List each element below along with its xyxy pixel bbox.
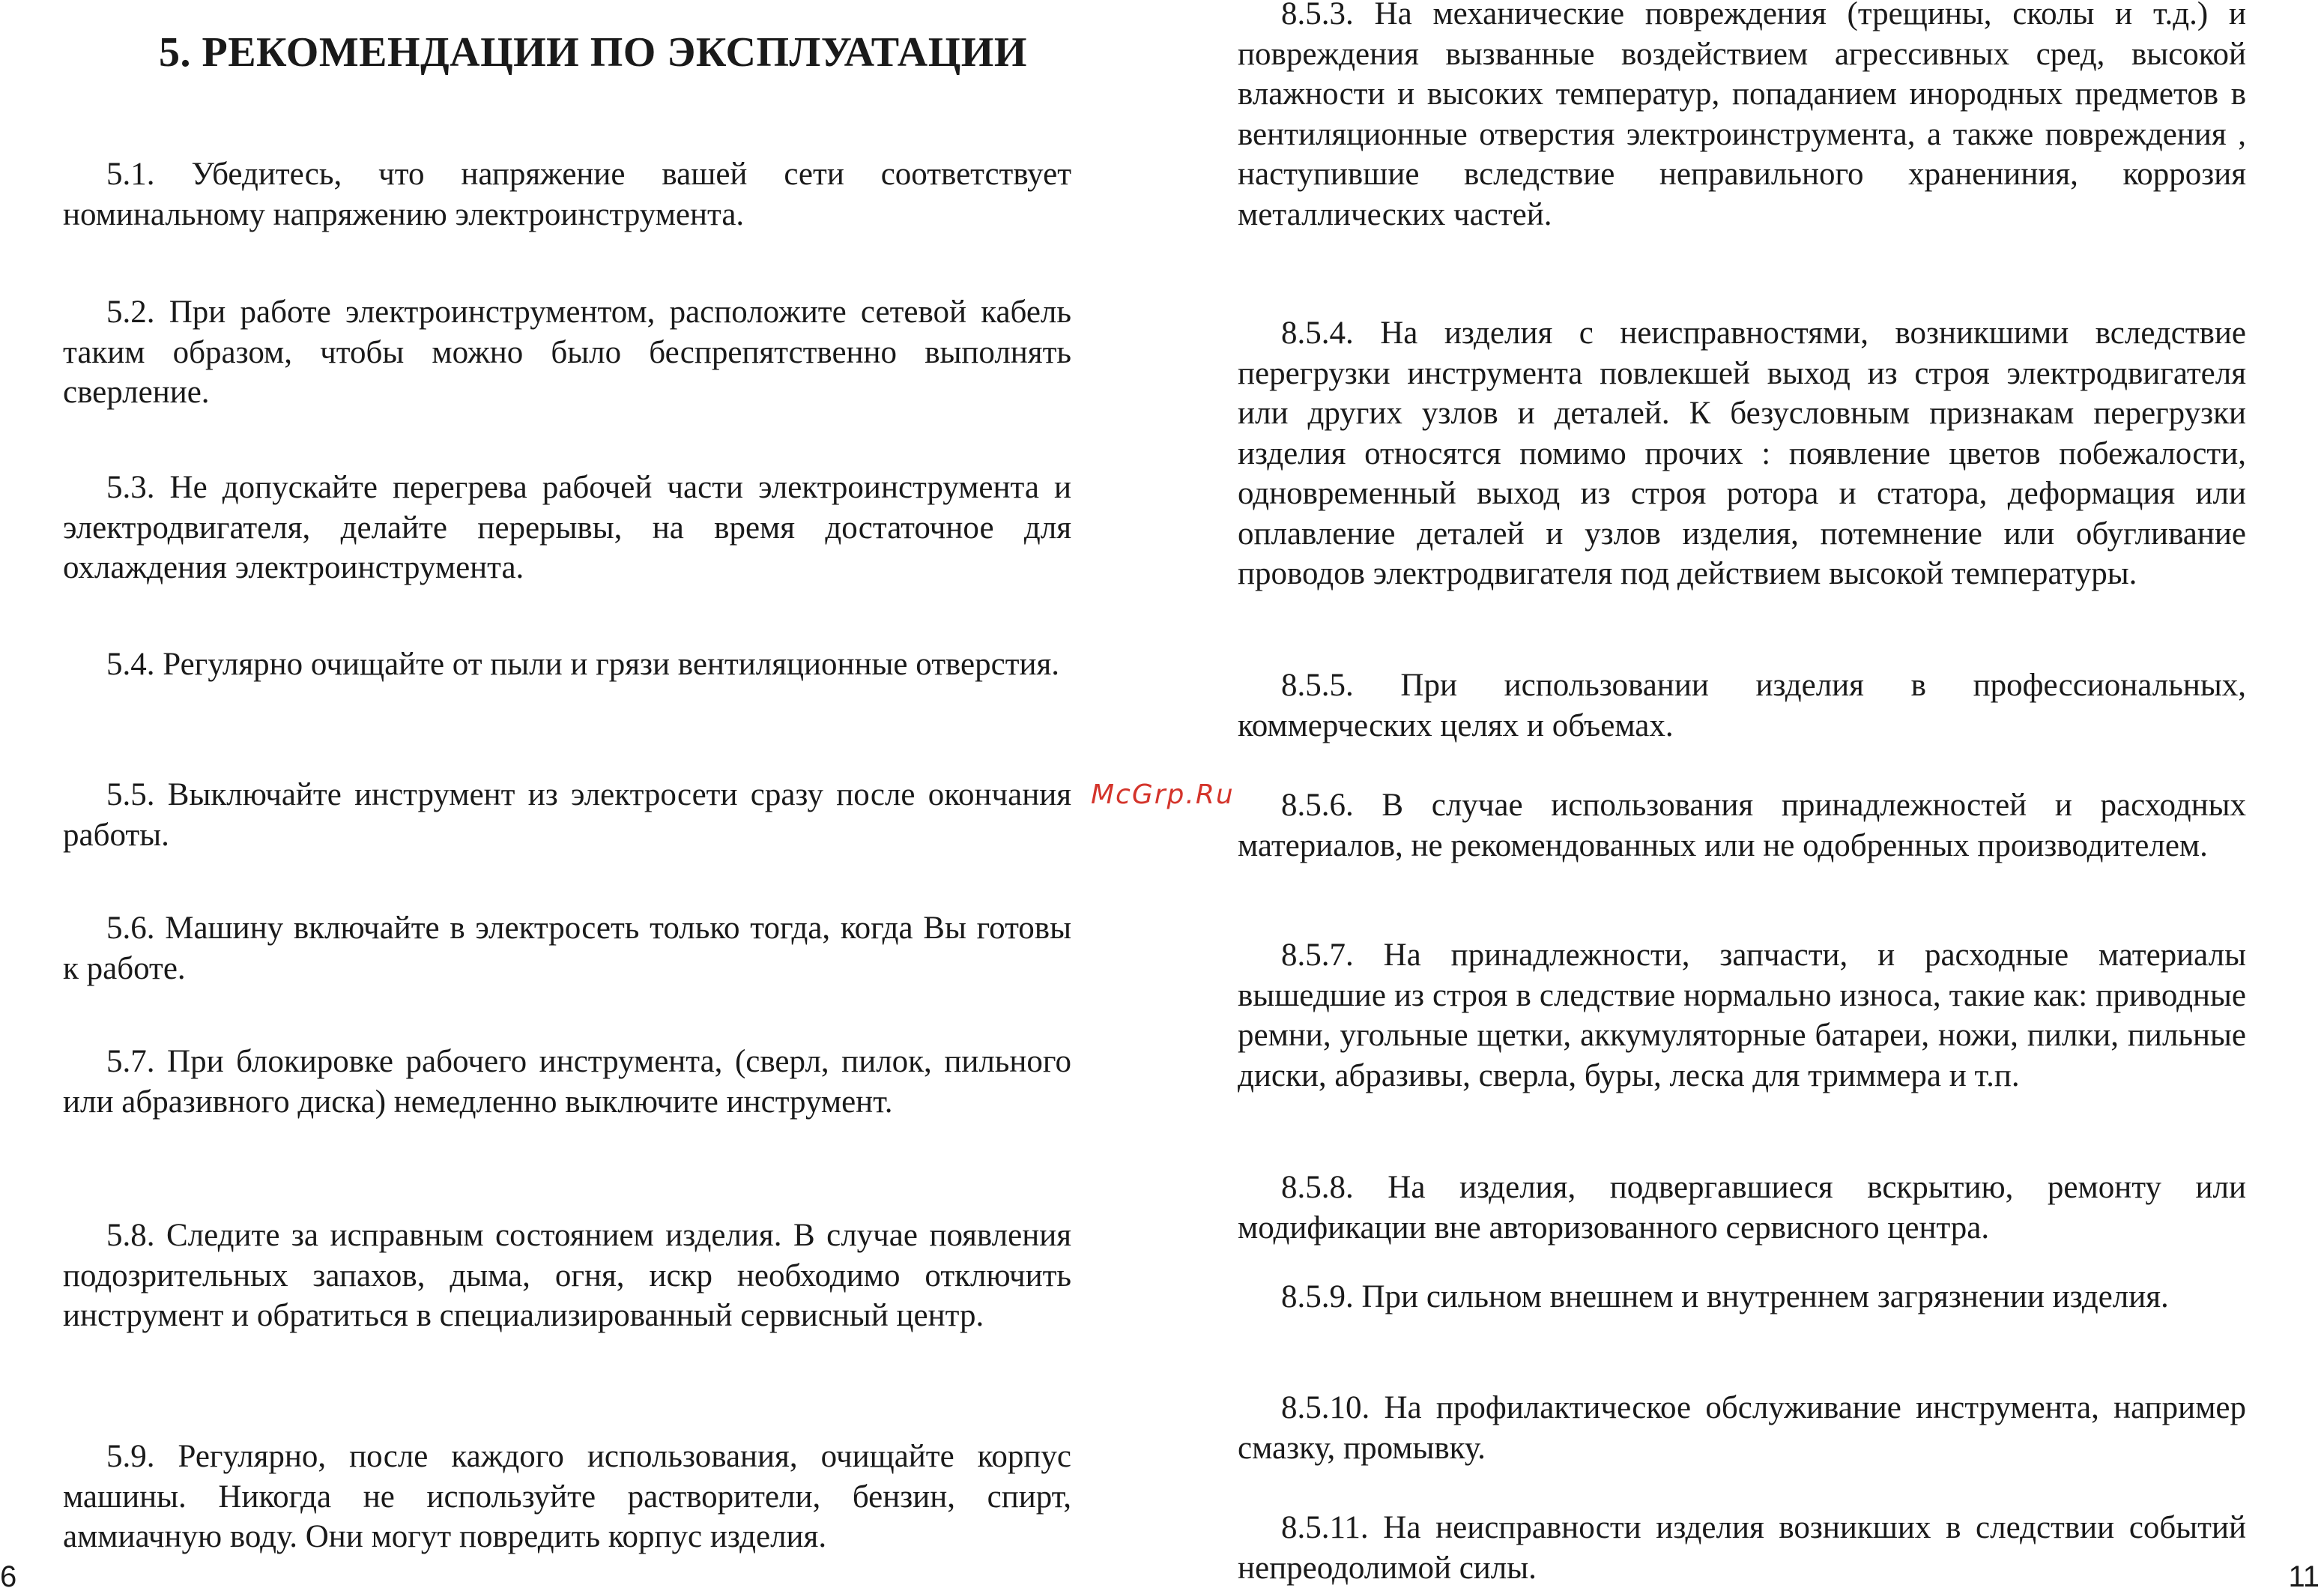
paragraph-5-5: 5.5. Выключайте инструмент из электросети сразу после окончания работы. (63, 777, 1071, 853)
paragraph-5-2: 5.2. При работе электроинструментом, расположите сетевой кабель таким образом, чтобы можно было беспрепятственно выполнять сверление. (63, 295, 1071, 410)
page-number-left: 6 (0, 1560, 17, 1593)
paragraph-8-5-9: 8.5.9. При сильном внешнем и внутреннем загрязнении изделия. (1281, 1279, 2169, 1314)
left-page (0, 0, 1146, 1594)
paragraph-5-4: 5.4. Регулярно очищайте от пыли и грязи вентиляционные отверстия. (106, 647, 1060, 682)
watermark: McGrp.Ru (1091, 779, 1235, 810)
paragraph-8-5-5: 8.5.5. При использовании изделия в профессиональных, коммерческих целях и объемах. (1238, 668, 2246, 743)
paragraph-8-5-11: 8.5.11. На неисправности изделия возникших в следствии событий непреодолимой силы. (1238, 1510, 2246, 1586)
paragraph-5-7: 5.7. При блокировке рабочего инструмента, (сверл, пилок, пильного или абразивного диска) немедленно выключите инструмент. (63, 1044, 1071, 1120)
paragraph-8-5-10: 8.5.10. На профилактическое обслуживание инструмента, например смазку, промывку. (1238, 1390, 2246, 1466)
right-page (1146, 0, 2324, 1594)
paragraph-8-5-3: 8.5.3. На механические повреждения (трещины, сколы и т.д.) и повреждения вызванные воздействием агрессивных сред, высокой влажности и высоких температур, попаданием инородных предметов в вентиляционные отверстия электроинструмента, а также повреждения , наступившие вследствие неправильного хранениния, коррозия металлических частей. (1238, 0, 2246, 232)
paragraph-5-8: 5.8. Следите за исправным состоянием изделия. В случае появления подозрительных запахов, дыма, огня, искр необходимо отключить инструмент и обратиться в специализированный сервисный центр. (63, 1218, 1071, 1333)
paragraph-5-6: 5.6. Машину включайте в электросеть только тогда, когда Вы готовы к работе. (63, 911, 1071, 986)
page-number-right: 11 (2288, 1560, 2320, 1593)
paragraph-8-5-7: 8.5.7. На принадлежности, запчасти, и расходные материалы вышедшие из строя в следствие нормально износа, такие как: приводные ремни, угольные щетки, аккумуляторные батареи, ножи, пилки, пильные диски, абразивы, сверла, буры, леска для триммера и т.п. (1238, 938, 2246, 1093)
paragraph-5-9: 5.9. Регулярно, после каждого использования, очищайте корпус машины. Никогда не используйте растворители, бензин, спирт, аммиачную воду. Они могут повредить корпус изделия. (63, 1439, 1071, 1554)
paragraph-8-5-6: 8.5.6. В случае использования принадлежностей и расходных материалов, не рекомендованных или не одобренных производителем. (1238, 788, 2246, 863)
paragraph-8-5-8: 8.5.8. На изделия, подвергавшиеся вскрытию, ремонту или модификации вне авторизованного сервисного центра. (1238, 1170, 2246, 1246)
paragraph-5-1: 5.1. Убедитесь, что напряжение вашей сети соответствует номинальному напряжению электроинструмента. (63, 157, 1071, 232)
section-title: 5. РЕКОМЕНДАЦИИ ПО ЭКСПЛУАТАЦИИ (159, 29, 1027, 76)
paragraph-5-3: 5.3. Не допускайте перегрева рабочей части электроинструмента и электродвигателя, делайте перерывы, на время достаточное для охлаждения электроинструмента. (63, 470, 1071, 585)
paragraph-8-5-4: 8.5.4. На изделия с неисправностями, возникшими вследствие перегрузки инструмента повлекшей выход из строя электродвигателя или других узлов и деталей. К безусловным признакам перегрузки изделия относятся помимо прочих : появление цветов побежалости, одновременный выход из строя ротора и статора, деформация или оплавление деталей и узлов изделия, потемнение или обугливание проводов электродвигателя под действием высокой температуры. (1238, 316, 2246, 591)
